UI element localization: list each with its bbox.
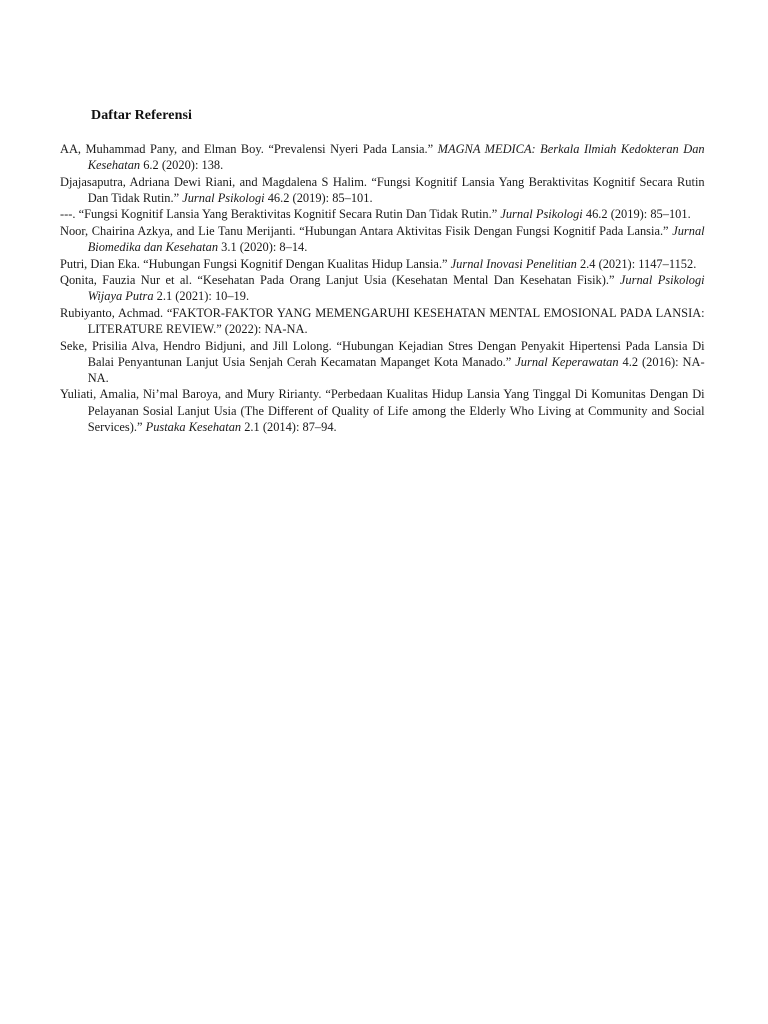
reference-source: Jurnal Biomedika dan Kesehatan — [87, 222, 705, 255]
reference-text: ---. “Fungsi Kognitif Lansia Yang Beraktivitas Kognitif Secara Rutin Dan Tidak Rutin.” — [60, 206, 501, 222]
reference-text: Rubiyanto, Achmad. “FAKTOR-FAKTOR YANG MEMENGARUHI KESEHATAN MENTAL EMOSIONAL PADA LANSIA: LITERATURE REVIEW.” (2022): NA-NA. — [60, 304, 705, 337]
reference-list — [60, 141, 705, 435]
reference-details: 6.2 (2020): 138. — [140, 157, 224, 173]
reference-entry — [60, 256, 705, 272]
reference-text: Qonita, Fauzia Nur et al. “Kesehatan Pada Orang Lanjut Usia (Kesehatan Mental Dan Kesehatan Fisik).” — [60, 272, 620, 288]
reference-text: Noor, Chairina Azkya, and Lie Tanu Merijanti. “Hubungan Antara Aktivitas Fisik Dengan Fungsi Kognitif Pada Lansia.” — [60, 222, 673, 238]
reference-entry — [60, 338, 705, 387]
reference-details: 2.1 (2021): 10–19. — [153, 288, 250, 304]
reference-source: Jurnal Psikologi — [182, 189, 265, 205]
reference-source: Pustaka Kesehatan — [145, 418, 242, 434]
reference-details: 4.2 (2016): NA-NA. — [87, 353, 705, 385]
reference-details: 2.1 (2014): 87–94. — [241, 418, 337, 434]
reference-entry — [60, 305, 705, 337]
reference-details: 46.2 (2019): 85–101. — [264, 189, 373, 205]
reference-source: Jurnal Psikologi Wijaya Putra — [87, 272, 705, 304]
reference-text: Yuliati, Amalia, Ni’mal Baroya, and Mury Ririanty. “Perbedaan Kualitas Hidup Lansia Yang Tinggal Di Komunitas Dengan Di Pelayanan Sosial Lanjut Usia (The Different of Quality of Life among the Elderly Who Living at Community and Social Services).” — [60, 386, 705, 434]
reference-entry — [60, 206, 705, 222]
reference-entry — [60, 174, 705, 206]
reference-details: 3.1 (2020): 8–14. — [218, 239, 308, 255]
reference-entry — [60, 386, 705, 435]
reference-entry — [60, 141, 705, 173]
reference-source: MAGNA MEDICA: Berkala Ilmiah Kedokteran Dan Kesehatan — [87, 141, 705, 173]
reference-text: Seke, Prisilia Alva, Hendro Bidjuni, and Jill Lolong. “Hubungan Kejadian Stres Dengan Penyakit Hipertensi Pada Lansia Di Balai Penyantunan Lanjut Usia Senjah Cerah Kecamatan Mapanget Kota Manado.” — [60, 337, 705, 369]
reference-source: Jurnal Keperawatan — [515, 353, 619, 369]
reference-text: AA, Muhammad Pany, and Elman Boy. “Prevalensi Nyeri Pada Lansia.” — [60, 141, 438, 156]
reference-details: 46.2 (2019): 85–101. — [582, 206, 691, 222]
page-title: Daftar Referensi — [91, 108, 192, 123]
reference-entry — [60, 223, 705, 255]
reference-entry — [60, 272, 705, 304]
reference-source: Jurnal Psikologi — [500, 206, 583, 222]
reference-details: 2.4 (2021): 1147–1152. — [576, 255, 697, 271]
reference-text: Djajasaputra, Adriana Dewi Riani, and Magdalena S Halim. “Fungsi Kognitif Lansia Yang Beraktivitas Kognitif Secara Rutin Dan Tidak Rutin.” — [60, 173, 705, 205]
reference-source: Jurnal Inovasi Penelitian — [450, 255, 577, 271]
reference-text: Putri, Dian Eka. “Hubungan Fungsi Kognitif Dengan Kualitas Hidup Lansia.” — [60, 255, 451, 271]
